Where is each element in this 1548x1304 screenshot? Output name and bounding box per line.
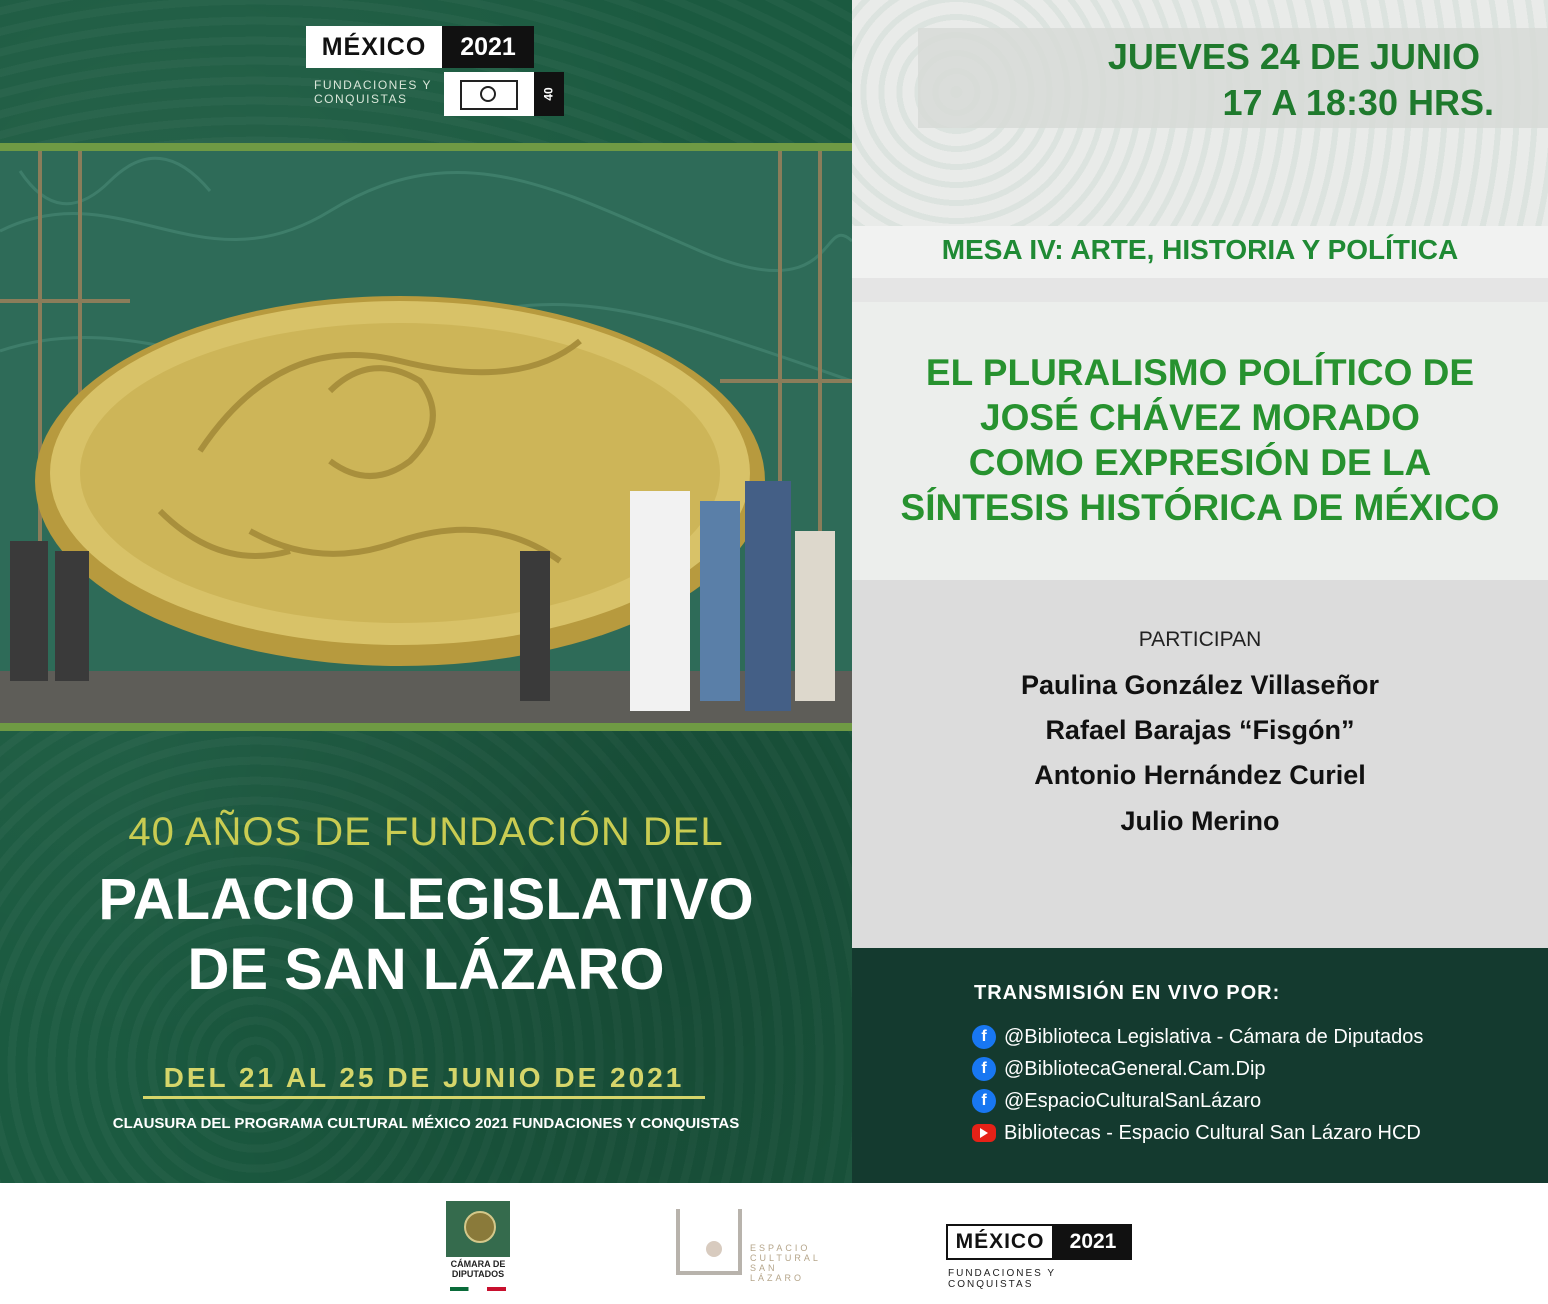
mexico-2021-footer-logo: MÉXICO 2021 FUNDACIONES Y CONQUISTAS: [946, 1224, 1132, 1282]
event-dates: DEL 21 AL 25 DE JUNIO DE 2021: [143, 1062, 705, 1099]
channel-text: @Biblioteca Legislativa - Cámara de Diputados: [1004, 1025, 1424, 1048]
seal-icon: [464, 1211, 496, 1243]
event-time: 17 A 18:30 HRS.: [1222, 82, 1494, 123]
footer-logos: [0, 1183, 1548, 1304]
channel-text: Bibliotecas - Espacio Cultural San Lázaro HCD: [1004, 1121, 1421, 1144]
logo-mexico-text: MÉXICO: [306, 26, 442, 68]
camara-diputados-logo: CÁMARA DE DIPUTADOS: [446, 1201, 510, 1293]
facebook-icon: f: [972, 1057, 996, 1081]
talk-title-line: SÍNTESIS HISTÓRICA DE MÉXICO: [900, 487, 1500, 528]
closing-text: CLAUSURA DEL PROGRAMA CULTURAL MÉXICO 2021 FUNDACIONES Y CONQUISTAS: [112, 1115, 740, 1132]
participan-label: PARTICIPAN: [1138, 628, 1262, 651]
talk-title: [852, 350, 1548, 530]
event-day: JUEVES 24 DE JUNIO: [1107, 36, 1480, 77]
facebook-icon: f: [972, 1089, 996, 1113]
forty-badge: 40: [534, 72, 564, 116]
eagle-shield-photo: [0, 143, 852, 731]
participant-name: Paulina González Villaseñor: [1020, 670, 1380, 700]
logo-year-text: 2021: [442, 26, 534, 68]
talk-title-line: EL PLURALISMO POLÍTICO DE: [925, 352, 1475, 393]
channel-text: @EspacioCulturalSanLázaro: [1004, 1089, 1262, 1112]
mesa-title: MESA IV: ARTE, HISTORIA Y POLÍTICA: [941, 234, 1459, 265]
left-panel: [0, 0, 852, 1183]
mexico-2021-logo: [306, 26, 564, 116]
espacio-cultural-logo: ESPACIO CULTURAL SAN LÁZARO: [676, 1209, 836, 1283]
talk-title-line: JOSÉ CHÁVEZ MORADO: [980, 397, 1420, 438]
youtube-icon: [972, 1124, 996, 1142]
palace-icon: [444, 72, 534, 116]
right-panel: [852, 0, 1548, 948]
anniversary-subtitle: 40 AÑOS DE FUNDACIÓN DEL: [128, 810, 724, 854]
participant-name: Julio Merino: [1120, 806, 1280, 836]
channel-row[interactable]: [972, 1025, 1423, 1049]
logo-subtitle: FUNDACIONES Y CONQUISTAS: [314, 78, 432, 106]
facebook-icon: f: [972, 1025, 996, 1049]
channel-row[interactable]: [972, 1057, 1266, 1081]
palace-title-line2: DE SAN LÁZARO: [187, 937, 665, 1002]
participant-name: Antonio Hernández Curiel: [1034, 760, 1366, 790]
live-title: TRANSMISIÓN EN VIVO POR:: [974, 982, 1281, 1004]
talk-title-line: COMO EXPRESIÓN DE LA: [968, 442, 1432, 483]
live-stream-section: [852, 948, 1548, 1183]
channel-row[interactable]: [972, 1089, 1261, 1113]
palace-title-line1: PALACIO LEGISLATIVO: [98, 867, 754, 932]
channel-row[interactable]: [972, 1121, 1421, 1145]
participant-name: Rafael Barajas “Fisgón”: [1045, 715, 1355, 745]
channel-text: @BibliotecaGeneral.Cam.Dip: [1004, 1057, 1266, 1080]
